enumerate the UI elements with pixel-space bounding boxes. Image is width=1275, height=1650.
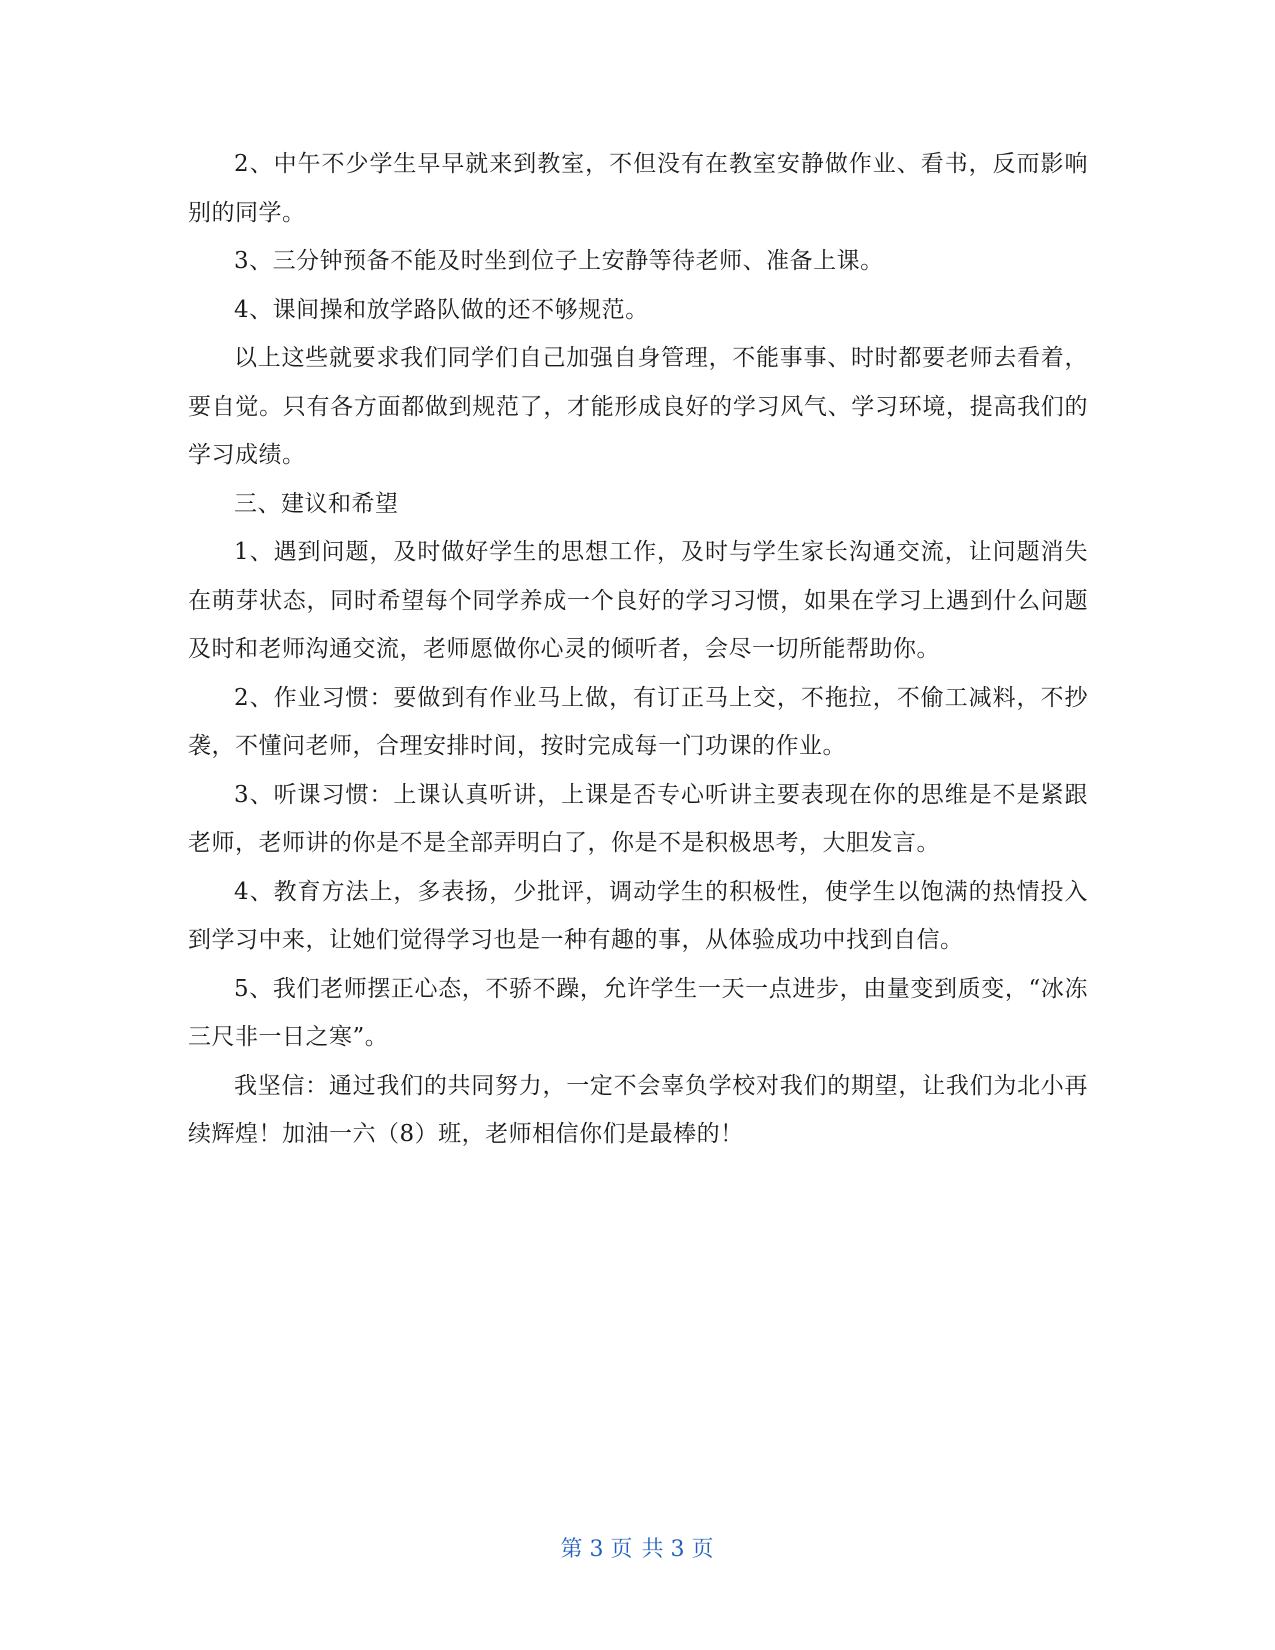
section-heading-suggestions: 三、建议和希望 xyxy=(234,490,399,517)
page-label-mid: 页 共 xyxy=(610,1537,665,1562)
paragraph-suggestion-5: 5、我们老师摆正心态，不骄不躁，允许学生一天一点进步，由量变到质变，“冰冻三尺非一日之寒”。 xyxy=(188,975,1088,1050)
paragraph-summary: 以上这些就要求我们同学们自己加强自身管理，不能事事、时时都要老师去看着，要自觉。只有各方面都做到规范了，才能形成良好的学习风气、学习环境，提高我们的学习成绩。 xyxy=(188,345,1088,468)
current-page-number: 3 xyxy=(589,1537,605,1562)
paragraph-closing: 我坚信：通过我们的共同努力，一定不会辜负学校对我们的期望，让我们为北小再续辉煌！加油一六（8）班，老师相信你们是最棒的！ xyxy=(188,1072,1088,1147)
document-body xyxy=(188,140,1088,1159)
paragraph-suggestion-4: 4、教育方法上，多表扬，少批评，调动学生的积极性，使学生以饱满的热情投入到学习中来，让她们觉得学习也是一种有趣的事，从体验成功中找到自信。 xyxy=(188,878,1088,953)
paragraph-item-2-noon: 2、中午不少学生早早就来到教室，不但没有在教室安静做作业、看书，反而影响别的同学。 xyxy=(188,151,1088,226)
paragraph-suggestion-3: 3、听课习惯：上课认真听讲，上课是否专心听讲主要表现在你的思维是不是紧跟老师，老师讲的你是不是全部弄明白了，你是不是积极思考，大胆发言。 xyxy=(188,781,1088,856)
page-label-suffix: 页 xyxy=(691,1537,715,1562)
paragraph-item-4-exercises: 4、课间操和放学路队做的还不够规范。 xyxy=(234,296,649,323)
paragraph-suggestion-1: 1、遇到问题，及时做好学生的思想工作，及时与学生家长沟通交流，让问题消失在萌芽状态，同时希望每个同学养成一个良好的学习习惯，如果在学习上遇到什么问题及时和老师沟通交流，老师愿做你心灵的倾听者，会尽一切所能帮助你。 xyxy=(188,539,1088,662)
page-footer xyxy=(0,1532,1275,1563)
paragraph-suggestion-2: 2、作业习惯：要做到有作业马上做，有订正马上交，不拖拉，不偷工减料，不抄袭，不懂问老师，合理安排时间，按时完成每一门功课的作业。 xyxy=(188,684,1088,759)
paragraph-item-3-preparation: 3、三分钟预备不能及时坐到位子上安静等待老师、准备上课。 xyxy=(234,248,884,274)
total-pages-number: 3 xyxy=(670,1537,686,1562)
page-label-prefix: 第 xyxy=(560,1537,584,1562)
